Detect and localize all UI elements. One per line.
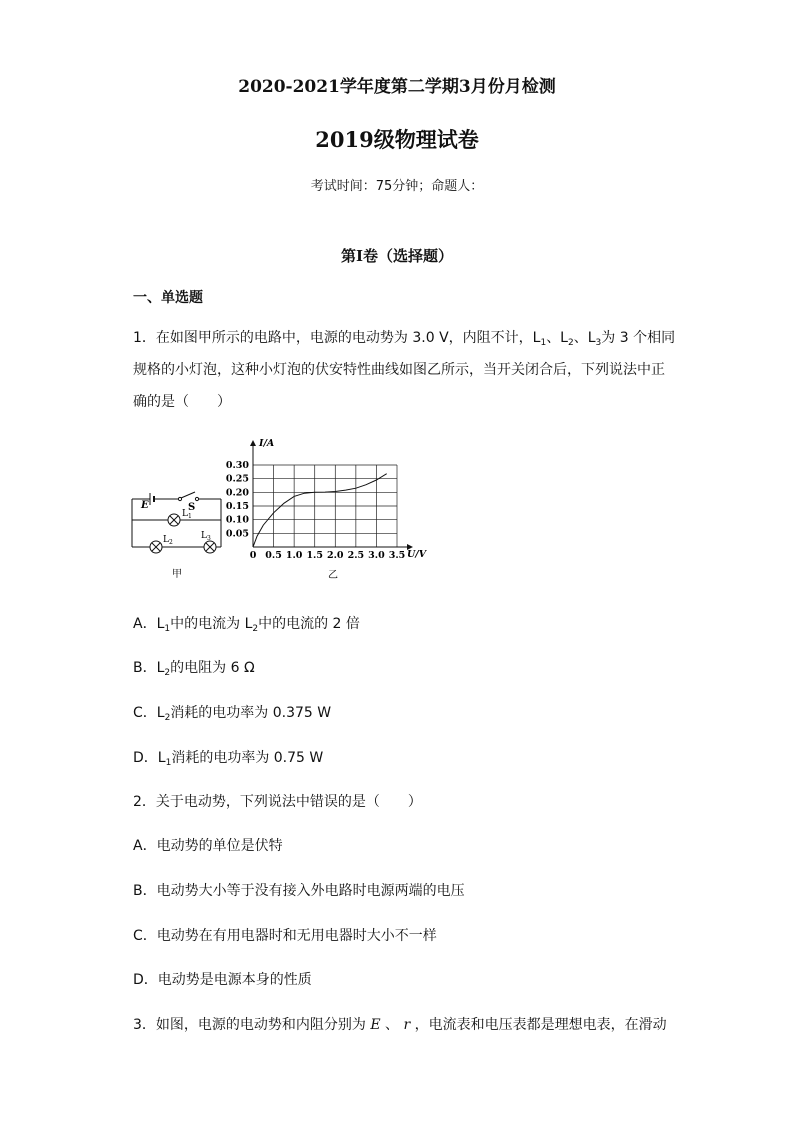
q1-option-c[interactable]: C．$L_2$消耗的电功率为 0.375 W [133, 705, 332, 723]
q1-option-d[interactable]: D．$L_1$消耗的电功率为 0.75 W [133, 750, 324, 768]
exam-title: 2020-2021学年度第二学期3月份月检测 [238, 77, 556, 97]
x-tick-label: 3.0 [368, 550, 385, 561]
y-tick-label: 0.15 [225, 501, 249, 512]
iv-curve-chart [226, 438, 428, 561]
y-axis-arrow [250, 440, 256, 446]
y-tick-label: 0.30 [225, 460, 249, 471]
q2-option-d[interactable]: D．电动势是电源本身的性质 [133, 972, 312, 988]
y-tick-label: 0.20 [225, 487, 249, 499]
y-tick-label: 0.25 [225, 473, 249, 485]
iv-curve-line [253, 474, 387, 547]
q3-stem: 3．如图，电源的电动势和内阻分别为 E 、 r ，电流表和电压表都是理想电表，在滑动 [133, 1017, 667, 1033]
q2-option-a[interactable]: A．电动势的单位是伏特 [133, 838, 283, 854]
exam-info: 考试时间：75分钟；命题人： [310, 179, 484, 194]
lamp-l3-label: $L_3$ [201, 531, 211, 542]
x-tick-label: 1.0 [285, 550, 303, 561]
lamp-l1-label: $L_1$ [182, 509, 192, 520]
q1-option-b[interactable]: B．$L_2$的电阻为 6 Ω [133, 660, 255, 678]
q2-option-b[interactable]: B．电动势大小等于没有接入外电路时电源两端的电压 [133, 883, 465, 899]
q1-figure [120, 432, 427, 592]
switch-lever [181, 492, 195, 498]
x-tick-label: 2.5 [347, 550, 365, 561]
x-tick-label: 2.0 [327, 550, 344, 561]
q1-option-a[interactable]: A．$L_1$中的电流为 $L_2$中的电流的 2 倍 [133, 616, 360, 634]
q1-stem-line1: 1．在如图甲所示的电路中，电源的电动势为 3.0 V，内阻不计，$L_1$、$L_2$、$L_3$为 3 个相同 [133, 330, 676, 348]
switch-contact-right [195, 497, 198, 500]
x-tick-label: 0.5 [265, 550, 282, 561]
circuit-caption: 甲 [172, 569, 182, 580]
section-title: 第I卷（选择题） [340, 247, 454, 265]
switch-label: S [188, 502, 196, 513]
q1-stem-line2: 规格的小灯泡，这种小灯泡的伏安特性曲线如图乙所示，当开关闭合后，下列说法中正 [133, 362, 665, 378]
y-tick-label: 0.10 [225, 514, 249, 526]
x-tick-label: 1.5 [306, 550, 323, 561]
q2-stem: 2．关于电动势，下列说法中错误的是（ ） [133, 794, 422, 810]
q1-stem-line3: 确的是（ ） [133, 394, 231, 410]
part-title: 一、单选题 [133, 290, 203, 306]
graph-caption: 乙 [328, 570, 338, 581]
lamp-l2-label: $L_2$ [163, 535, 173, 546]
x-axis-label: U/V [407, 549, 427, 560]
y-axis-label: I/A [259, 438, 275, 449]
q1-figure-svg [120, 432, 427, 592]
x-tick-label: 0 [249, 550, 257, 561]
y-tick-label: 0.05 [225, 528, 249, 540]
x-tick-label: 3.5 [388, 550, 406, 561]
q2-option-c[interactable]: C．电动势在有用电器时和无用电器时大小不一样 [133, 928, 437, 944]
battery-label: E [141, 500, 149, 511]
exam-subject-title: 2019级物理试卷 [315, 127, 479, 152]
